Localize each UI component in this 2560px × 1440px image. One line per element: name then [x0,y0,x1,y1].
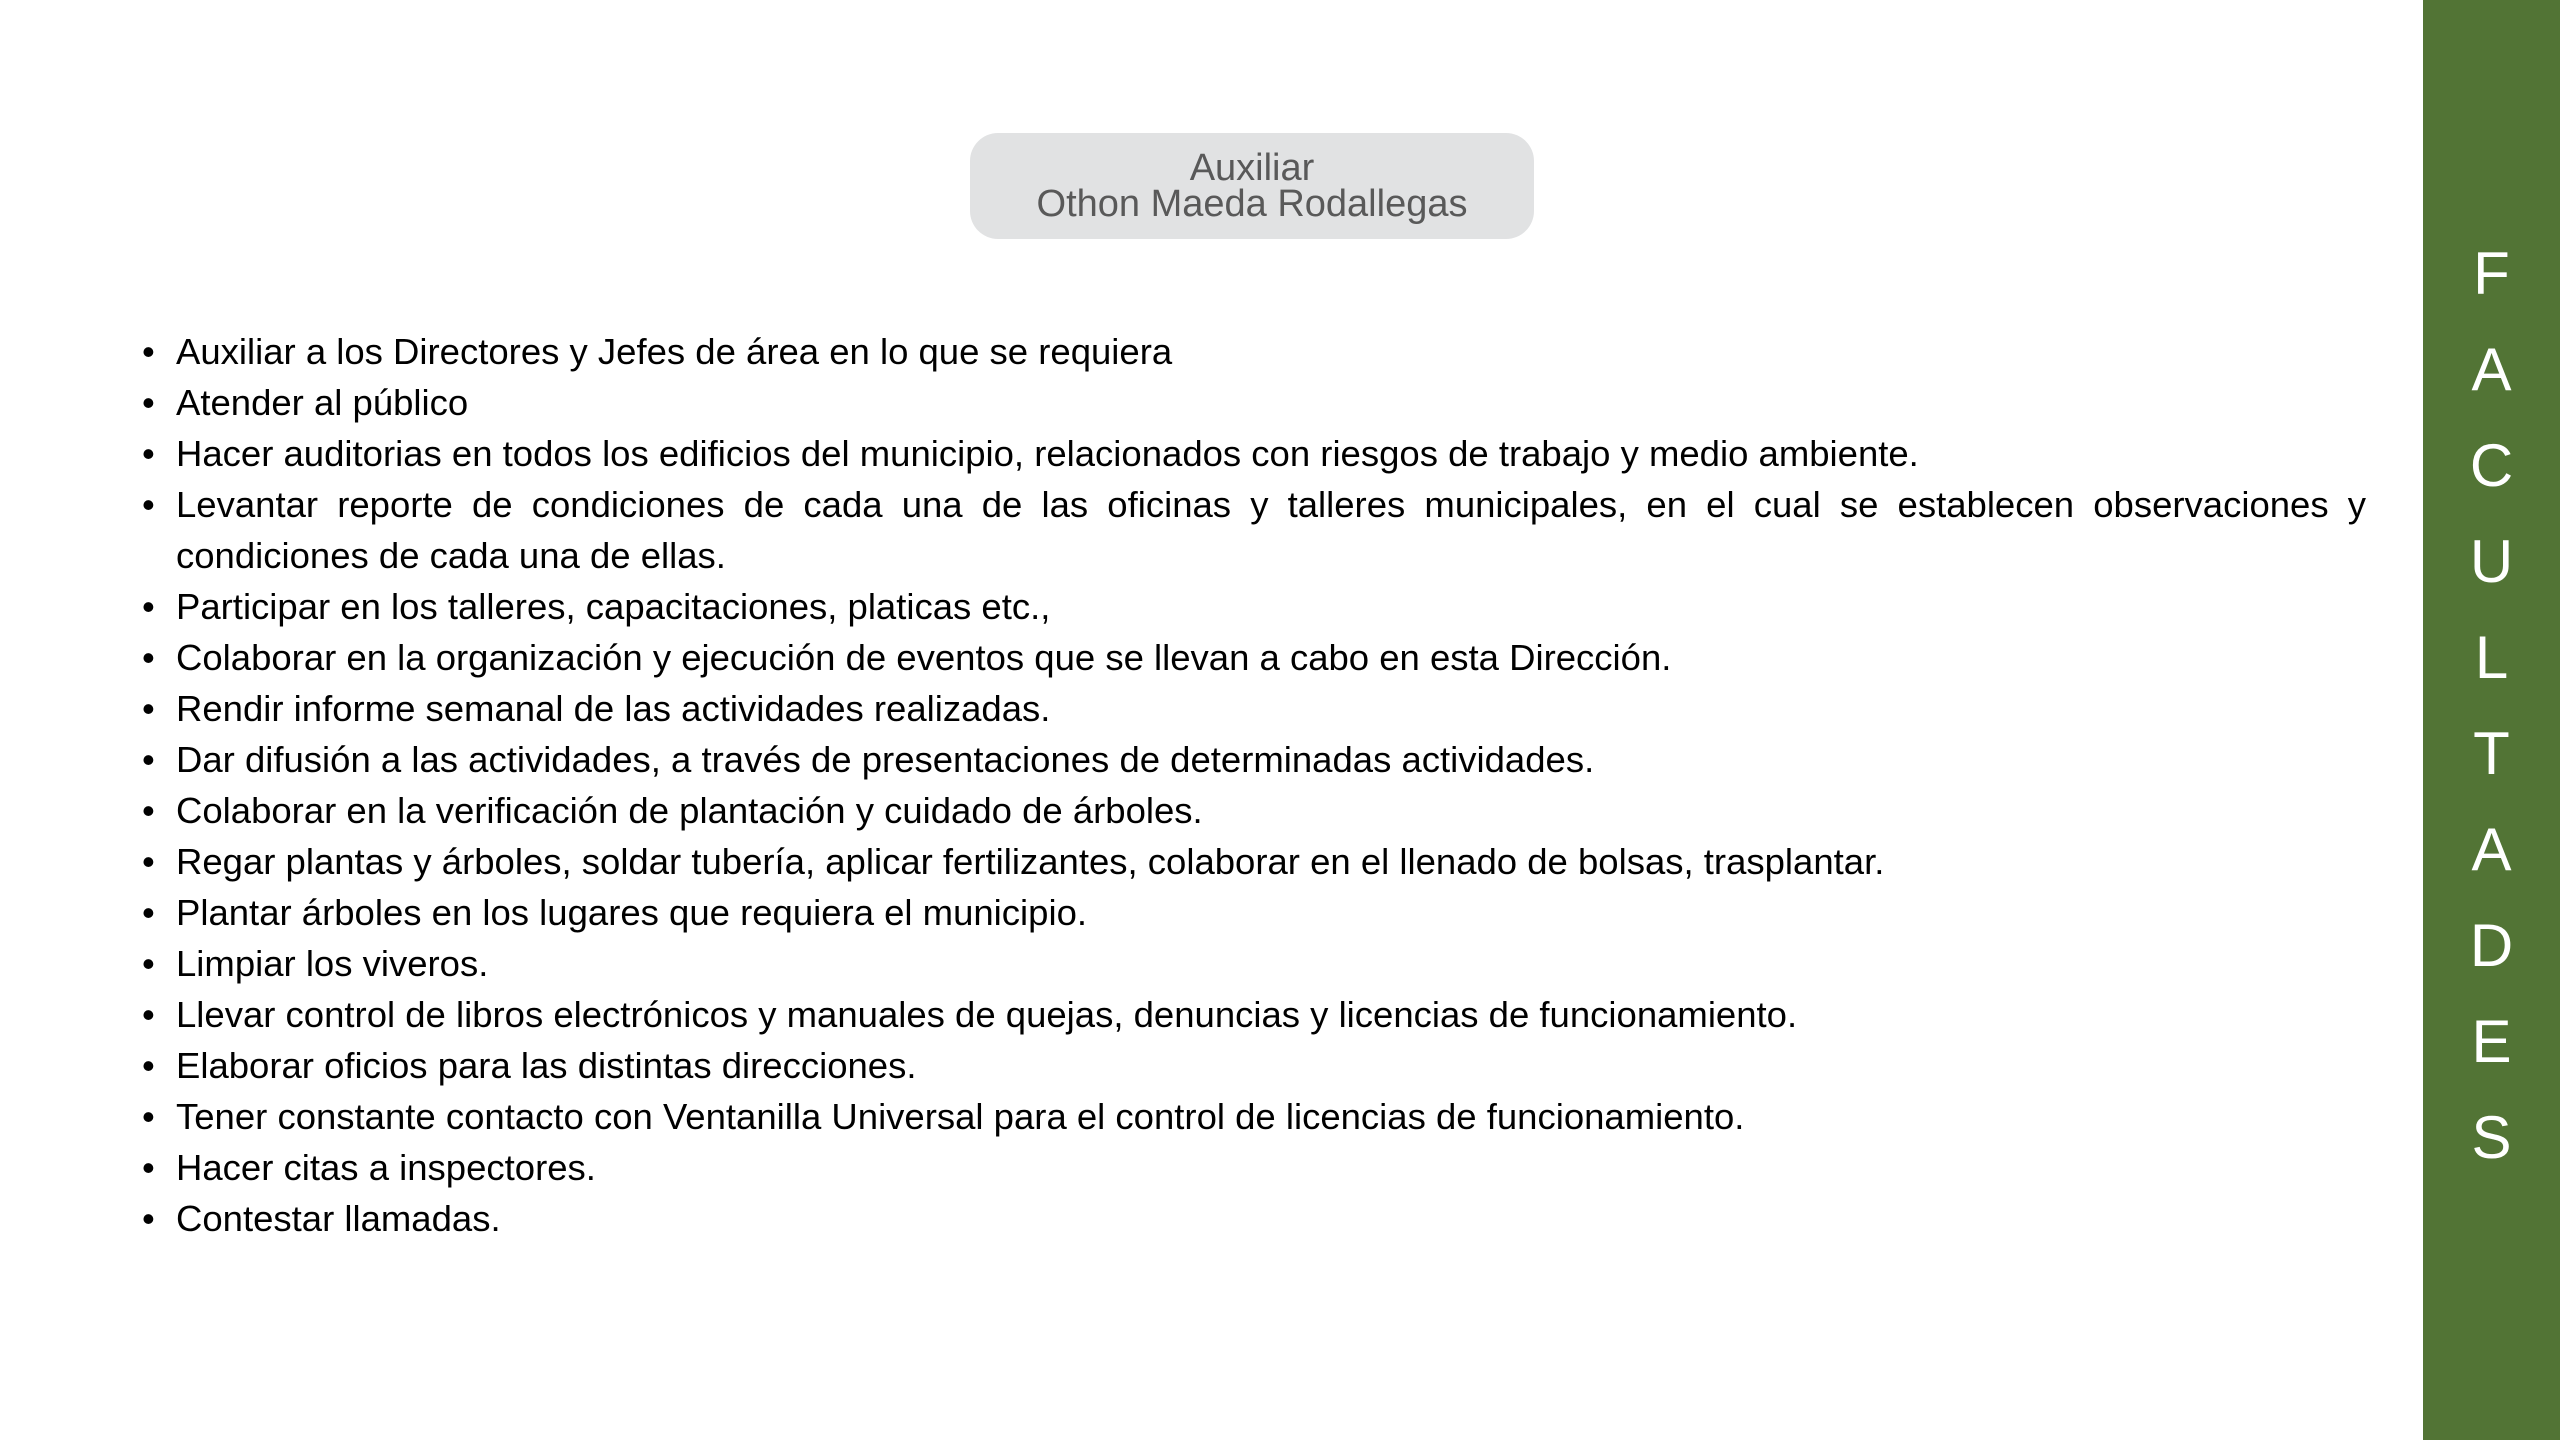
title-box [970,133,1534,239]
list-item [142,938,2366,989]
sidebar-letter: L [2474,624,2509,691]
list-item [142,989,2366,1040]
list-item [142,683,2366,734]
bullet: • [142,892,155,933]
list-item [142,581,2366,632]
list-item-text: Limpiar los viveros. [176,943,489,984]
list-item [142,428,2366,479]
list-item-text: Auxiliar a los Directores y Jefes de área en lo que se requiera [176,331,1173,372]
list-item-text: Dar difusión a las actividades, a través de presentaciones de determinadas actividades. [176,739,1595,780]
list-item [142,479,2366,581]
sidebar-letter: E [2471,1008,2512,1075]
bullet: • [142,484,155,525]
list-item-text: Colaborar en la organización y ejecución de eventos que se llevan a cabo en esta Dirección. [176,637,1672,678]
sidebar-letter: A [2471,816,2512,883]
sidebar-letter: F [2473,240,2510,307]
list-item [142,326,2366,377]
list-item-text: Plantar árboles en los lugares que requiera el municipio. [176,892,1088,933]
sidebar-letter: T [2473,720,2510,787]
duties-list [142,326,2366,1244]
list-item-text: Levantar reporte de condiciones de cada una de las oficinas y talleres municipales, en el cual se establecen observaciones y condiciones de cada una de ellas. [176,484,2366,576]
person-name: Othon Maeda Rodallegas [1036,183,1468,225]
list-item-text: Hacer citas a inspectores. [176,1147,596,1188]
list-item-text: Contestar llamadas. [176,1198,501,1239]
list-item-text: Colaborar en la verificación de plantación y cuidado de árboles. [176,790,1203,831]
list-item-text: Regar plantas y árboles, soldar tubería, aplicar fertilizantes, colaborar en el llenado de bolsas, trasplantar. [176,841,1885,882]
list-item-text: Participar en los talleres, capacitaciones, platicas etc., [176,586,1051,627]
list-item [142,734,2366,785]
vertical-section-title [2423,226,2560,1186]
bullet: • [142,943,155,984]
sidebar-letter: C [2469,432,2514,499]
bullet: • [142,739,155,780]
list-item [142,1091,2366,1142]
bullet: • [142,586,155,627]
list-item [142,836,2366,887]
role-title: Auxiliar [1189,147,1315,189]
sidebar-letter: A [2471,336,2512,403]
list-item-text: Elaborar oficios para las distintas direcciones. [176,1045,917,1086]
bullet: • [142,637,155,678]
list-item [142,1142,2366,1193]
bullet: • [142,1045,155,1086]
bullet: • [142,994,155,1035]
list-item-text: Atender al público [176,382,469,423]
bullet: • [142,433,155,474]
list-item-text: Rendir informe semanal de las actividades realizadas. [176,688,1051,729]
bullet: • [142,841,155,882]
bullet: • [142,1147,155,1188]
list-item-text: Llevar control de libros electrónicos y manuales de quejas, denuncias y licencias de funcionamiento. [176,994,1798,1035]
list-item [142,1040,2366,1091]
sidebar-letter: S [2471,1104,2512,1171]
list-item [142,377,2366,428]
sidebar-band [2423,0,2560,1440]
bullet: • [142,331,155,372]
sidebar-letter: D [2469,912,2514,979]
bullet: • [142,790,155,831]
list-item-text: Hacer auditorias en todos los edificios del municipio, relacionados con riesgos de trabajo y medio ambiente. [176,433,1919,474]
bullet: • [142,382,155,423]
list-item-text: Tener constante contacto con Ventanilla Universal para el control de licencias de funcionamiento. [176,1096,1745,1137]
bullet: • [142,1096,155,1137]
list-item [142,785,2366,836]
list-item [142,1193,2366,1244]
list-item [142,632,2366,683]
sidebar-letter: U [2469,528,2514,595]
list-item [142,887,2366,938]
bullet: • [142,688,155,729]
bullet: • [142,1198,155,1239]
